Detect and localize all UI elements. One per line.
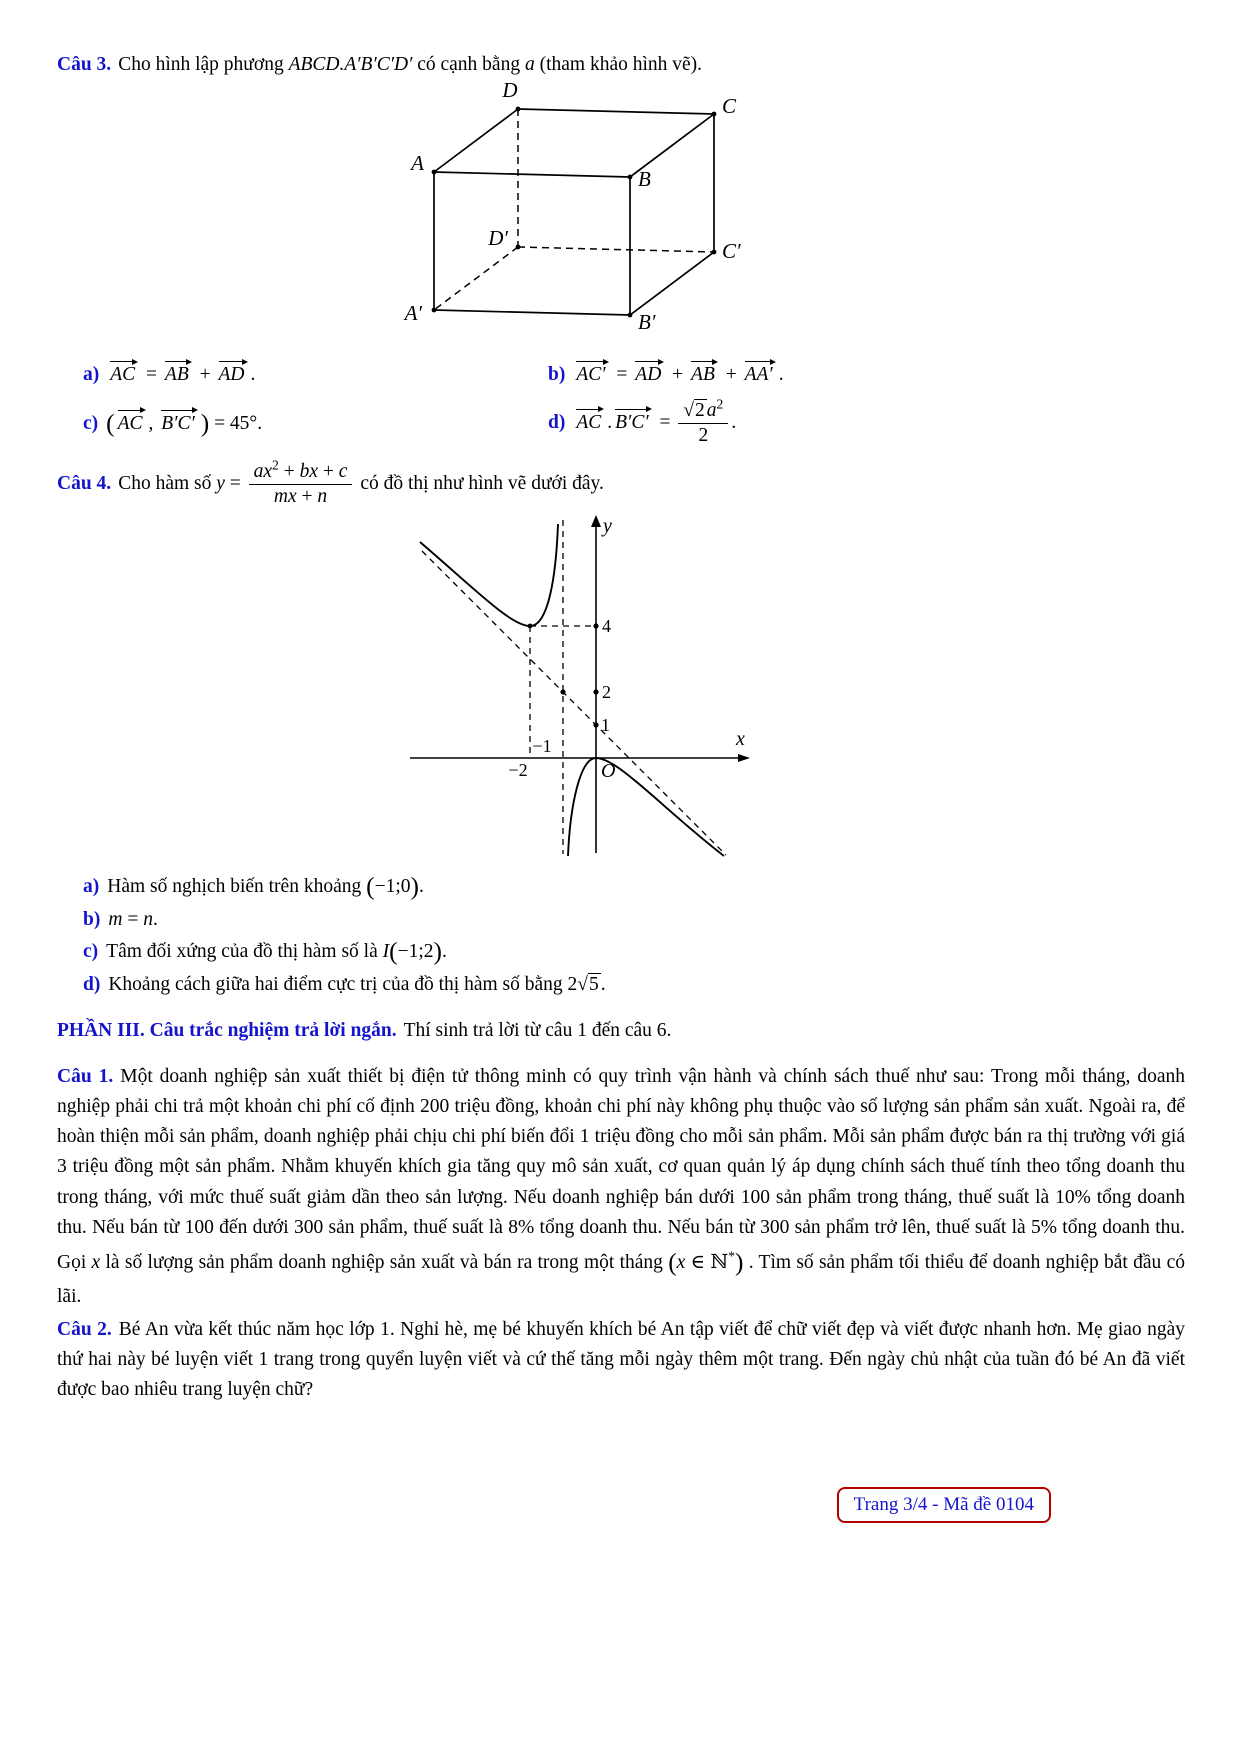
question-3-text: Cho hình lập phương ABCD.A′B′C′D′ có cạnh bằng a (tham khảo hình vẽ). [118, 54, 703, 75]
graph-tick-minus2: −2 [508, 759, 528, 780]
q3-option-a-text: AC = AB + AD . [107, 364, 255, 385]
short-question-1-text: Một doanh nghiệp sản xuất thiết bị điện tử thông minh có quy trình vận hành và chính sách thuế như sau: Trong mỗi tháng, doanh nghiệp phải chi trả một khoản chi phí cố định 200 triệu đồng, khoản chi phí này không phụ thuộc vào số lượng sản phẩm sản xuất. Ngoài ra, để hoàn thiện mỗi sản phẩm, doanh nghiệp phải chịu chi phí biến đổi 1 triệu đồng cho mỗi sản phẩm. Mỗi sản phẩm được bán ra thị trường với giá 3 triệu đồng một sản phẩm. Nhằm khuyến khích gia tăng quy mô sản xuất, cơ quan quản lý áp dụng chính sách thuế tính theo tổng doanh thu trong tháng, với mức thuế suất giảm dần theo sản lượng. Nếu doanh nghiệp bán dưới 100 sản phẩm trong tháng, thuế suất là 10% tổng doanh thu. Nếu bán từ 100 đến dưới 300 sản phẩm, thuế suất là 8% tổng doanh thu. Nếu bán từ 300 sản phẩm trở lên, thuế suất là 5% tổng doanh thu. Gọi x là số lượng sản phẩm doanh nghiệp sản xuất và bán ra trong một tháng (x ∈ ℕ*) . Tìm số sản phẩm tối thiểu để doanh nghiệp bắt đầu có lãi. [57, 1065, 1185, 1308]
graph-origin-label: O [601, 759, 616, 782]
q3-option-c [83, 409, 548, 438]
question-4-intro [57, 457, 1185, 508]
cube-drawing [372, 80, 772, 342]
q4-option-d-text: Khoảng cách giữa hai điểm cực trị của đồ thị hàm số bằng 2√5 . [108, 973, 606, 995]
q4-option-c-text: Tâm đối xứng của đồ thị hàm số là I(−1;2). [106, 937, 447, 966]
cube-vertex-label-Ap: A′ [404, 301, 422, 326]
q4-option-b-key: b) [83, 908, 101, 930]
cube-vertex-dots [432, 107, 717, 318]
part3-note: Thí sinh trả lời từ câu 1 đến câu 6. [403, 1019, 672, 1041]
cube-vertex-label-Cp: C′ [722, 239, 741, 264]
graph-tick-1: 1 [601, 714, 610, 735]
q4-option-b [57, 909, 1185, 931]
cube-hidden-edges [434, 109, 714, 310]
cube-vertex-label-B: B [638, 167, 651, 192]
q4-option-a-text: Hàm số nghịch biến trên khoảng (−1;0). [107, 872, 424, 901]
q3-option-b-text: AC′ = AD + AB + AA′ . [573, 364, 783, 385]
function-graph [396, 508, 756, 860]
q4-option-d [57, 974, 1185, 996]
page-footer-text: Trang 3/4 - Mã đề 0104 [853, 1494, 1034, 1515]
graph-x-axis-label: x [736, 727, 745, 750]
cube-vertex-label-Dp: D′ [488, 226, 508, 251]
short-question-2 [57, 1315, 1185, 1406]
graph-axes [410, 515, 750, 853]
graph-y-axis-label: y [603, 514, 612, 537]
q3-option-d [548, 396, 784, 447]
short-question-1-label: Câu 1. [57, 1065, 114, 1087]
cube-vertex-label-C: C [722, 94, 737, 119]
cube-vertex-label-Bp: B′ [638, 310, 656, 335]
cube-vertex-label-D: D [502, 80, 518, 103]
part3-heading [57, 1016, 1185, 1046]
q4-option-c-key: c) [83, 941, 99, 963]
q3-option-a [83, 360, 548, 386]
q4-option-d-key: d) [83, 973, 101, 995]
question-3-options [57, 360, 1185, 447]
page-footer-badge [837, 1487, 1051, 1523]
q3-option-b-key: b) [548, 364, 566, 386]
q3-option-b [548, 360, 784, 386]
q3-option-c-text: ( AC , B′C′ ) = 45°. [106, 409, 263, 438]
cube-figure [57, 80, 1185, 348]
q3-option-c-key: c) [83, 412, 99, 434]
graph-tick-2: 2 [602, 681, 611, 702]
question-4-text: Cho hàm số y = $\frac{ax^2 + bx + c}{mx + n}$ có đồ thị như hình vẽ dưới đây. [118, 457, 604, 507]
question-4-label: Câu 4. [57, 472, 112, 494]
short-question-2-label: Câu 2. [57, 1318, 112, 1340]
graph-tick-4: 4 [602, 615, 611, 636]
question-3-label: Câu 3. [57, 54, 112, 75]
question-4-options [57, 873, 1185, 996]
graph-tick-minus1: −1 [532, 735, 552, 756]
part3-title: PHẦN III. Câu trắc nghiệm trả lời ngắn. [57, 1019, 397, 1041]
cube-visible-edges [434, 109, 714, 315]
graph-figure [57, 508, 1185, 866]
q4-option-b-text: m = n. [108, 908, 158, 930]
cube-vertex-label-A: A [411, 151, 424, 176]
short-question-1 [57, 1062, 1185, 1313]
q3-option-d-text: AC . B′C′ = $\frac{√2 a^2}{2}$ . [576, 396, 737, 447]
q3-option-d-key: d) [548, 412, 566, 434]
q4-option-c [57, 938, 1185, 967]
graph-curve [420, 524, 724, 856]
short-question-2-text: Bé An vừa kết thúc năm học lớp 1. Nghỉ hè, mẹ bé khuyến khích bé An tập viết để chữ viết đẹp và viết được nhanh hơn. Mẹ giao ngày thứ hai này bé luyện viết 1 trang trong quyển luyện viết và cứ thế tăng mỗi ngày thêm một trang. Đến ngày chủ nhật của tuần đó bé An đã viết được bao nhiêu trang luyện chữ? [57, 1318, 1185, 1400]
q3-option-a-key: a) [83, 364, 100, 386]
q4-option-a [57, 873, 1185, 902]
question-3-intro [57, 50, 1185, 80]
q4-option-a-key: a) [83, 876, 100, 898]
